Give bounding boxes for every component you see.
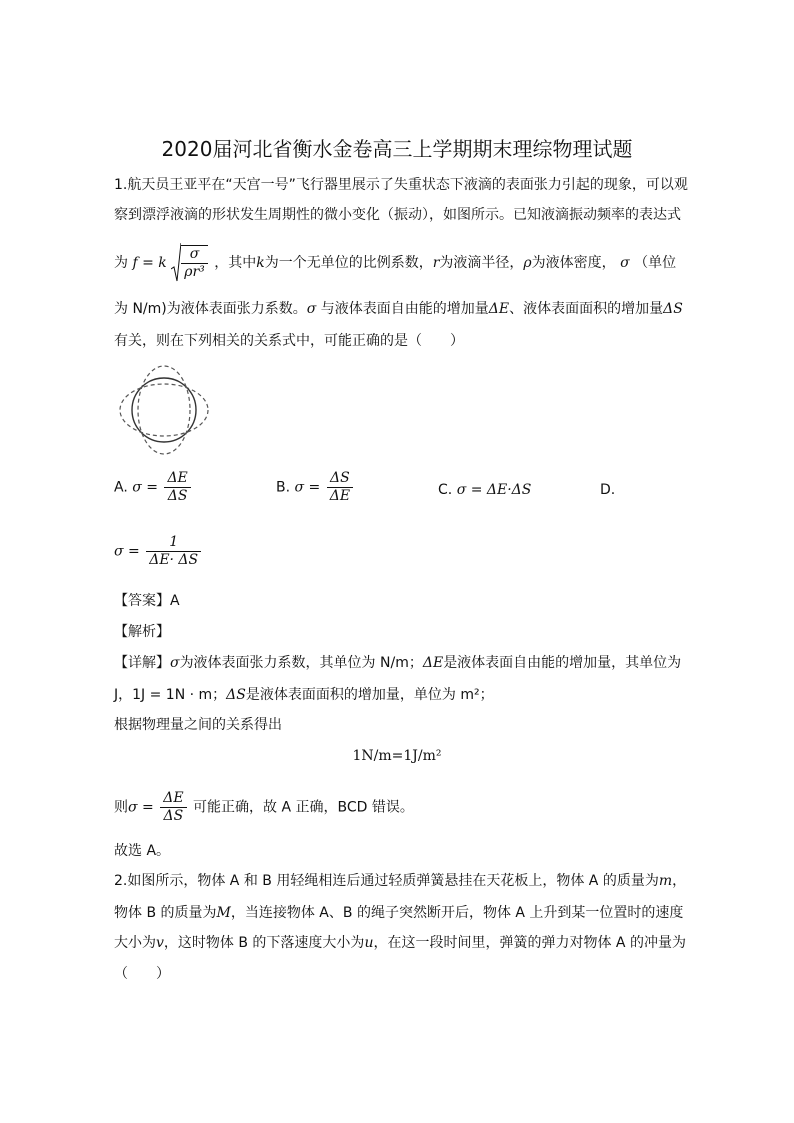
q1-l4-b: 与液体表面自由能的增加量 bbox=[320, 301, 489, 317]
q1-l3-mid4: 为液体密度， bbox=[531, 255, 616, 271]
q1-line-5: 有关，则在下列相关的关系式中，可能正确的是（ ） bbox=[114, 333, 464, 349]
q1-l4-dS: ΔS bbox=[663, 301, 683, 317]
q1-line-3 bbox=[114, 243, 676, 283]
option-d-numerator: 1 bbox=[146, 534, 201, 552]
q1-l3-r: r bbox=[432, 255, 440, 271]
sqrt-numerator: σ bbox=[181, 246, 208, 264]
q2-l2-b: ，当连接物体 A、B 的绳子突然断开后，物体 A 上升到某一位置时的速度 bbox=[230, 905, 684, 921]
q1-l3-mid2: 为一个无单位的比例系数， bbox=[264, 255, 433, 271]
option-d[interactable] bbox=[600, 482, 615, 498]
detail-l5-lhs: σ = bbox=[128, 799, 154, 816]
q1-l3-k: k bbox=[256, 255, 265, 271]
q1-line-2: 察到漂浮液滴的形状发生周期性的微小变化（振动），如图所示。已知液滴振动频率的表达式 bbox=[114, 207, 681, 223]
detail-l5-pre: 则 bbox=[114, 799, 128, 816]
sqrt-formula bbox=[171, 243, 210, 283]
option-b-lhs: σ = bbox=[294, 479, 321, 496]
q1-line-4 bbox=[114, 298, 683, 320]
q2-l1-m: m bbox=[658, 873, 673, 889]
option-b-numerator: ΔS bbox=[327, 470, 353, 488]
detail-l5-post: 可能正确，故 A 正确，BCD 错误。 bbox=[193, 799, 414, 816]
q2-l1-b: ， bbox=[672, 873, 687, 889]
detail-l2-a: J，1J = 1N · m； bbox=[114, 687, 227, 703]
option-b[interactable] bbox=[276, 470, 355, 505]
detail-l5-numerator: ΔE bbox=[160, 790, 186, 808]
option-a-denominator: ΔS bbox=[167, 488, 188, 504]
option-c[interactable] bbox=[438, 482, 531, 498]
detail-line-3: 根据物理量之间的关系得出 bbox=[114, 717, 282, 733]
q2-l3-v: v bbox=[156, 935, 164, 951]
sqrt-fraction bbox=[181, 245, 208, 281]
detail-l2-b: 是液体表面面积的增加量，单位为 m²； bbox=[245, 687, 494, 703]
answer-value: A bbox=[170, 593, 180, 609]
q1-line-1: 1.航天员王亚平在“天宫一号”飞行器里展示了失重状态下液滴的表面张力引起的现象，可以观 bbox=[114, 177, 688, 193]
q1-l4-c: 、液体表面面积的增加量 bbox=[509, 301, 664, 317]
sqrt-denominator: ρr³ bbox=[184, 264, 205, 280]
formula-eq-k: = k bbox=[137, 255, 167, 271]
q1-l3-sigma: σ bbox=[620, 255, 630, 271]
formula-f: f bbox=[132, 255, 138, 271]
option-d-formula bbox=[114, 534, 203, 569]
q2-line-3 bbox=[114, 932, 686, 954]
detail-line-2 bbox=[114, 684, 494, 706]
analysis-tag: 【解析】 bbox=[114, 624, 170, 640]
option-a-label: A. bbox=[114, 479, 128, 496]
q1-l4-a: 为 N/m)为液体表面张力系数。 bbox=[114, 301, 307, 317]
option-a[interactable] bbox=[114, 470, 193, 505]
option-b-denominator: ΔE bbox=[329, 488, 351, 504]
option-d-lhs: σ = bbox=[114, 543, 140, 560]
detail-l1-b: 是液体表面自由能的增加量，其单位为 bbox=[443, 655, 682, 671]
q1-l4-sigma: σ bbox=[306, 301, 317, 317]
q2-l3-c: ，在这一段时间里，弹簧的弹力对物体 A 的冲量为 bbox=[373, 935, 686, 951]
option-a-fraction bbox=[164, 470, 190, 505]
q2-l3-u: u bbox=[364, 935, 374, 951]
detail-l2-dS: ΔS bbox=[226, 687, 246, 703]
answer-tag: 【答案】 bbox=[114, 593, 170, 609]
q1-l3-pre: 为 bbox=[114, 255, 128, 271]
detail-sigma: σ bbox=[170, 655, 180, 671]
q1-l4-dE: ΔE bbox=[488, 301, 510, 317]
q2-l1-a: 2.如图所示，物体 A 和 B 用轻绳相连后通过轻质弹簧悬挂在天花板上，物体 A 的质量为 bbox=[114, 873, 659, 889]
q1-l3-mid1: ，其中 bbox=[214, 255, 257, 271]
detail-l5-fraction bbox=[160, 790, 186, 825]
detail-unit-equation: 1N/m=1J/m² bbox=[352, 748, 442, 764]
q2-l2-M: M bbox=[216, 905, 231, 921]
droplet-oscillation-figure bbox=[116, 364, 212, 456]
q1-l3-rho: ρ bbox=[523, 255, 532, 271]
detail-line-6: 故选 A。 bbox=[114, 843, 171, 859]
q2-line-2 bbox=[114, 902, 683, 924]
answer-line bbox=[114, 590, 180, 612]
detail-l1-dE: ΔE bbox=[422, 655, 444, 671]
option-b-label: B. bbox=[276, 479, 291, 496]
detail-tag: 【详解】 bbox=[114, 655, 170, 671]
q2-line-4: （ ） bbox=[114, 966, 170, 982]
option-d-fraction bbox=[146, 534, 201, 569]
q2-l3-b: ，这时物体 B 的下落速度大小为 bbox=[163, 935, 365, 951]
detail-line-1 bbox=[114, 652, 681, 674]
q2-line-1 bbox=[114, 870, 686, 892]
q1-l3-mid3: 为液滴半径， bbox=[439, 255, 524, 271]
q1-l3-end: （单位 bbox=[634, 255, 677, 271]
option-d-label: D. bbox=[600, 482, 616, 498]
detail-line-5 bbox=[114, 790, 414, 825]
option-c-expression: σ = ΔE·ΔS bbox=[456, 482, 532, 498]
option-c-label: C. bbox=[438, 482, 453, 498]
option-b-fraction bbox=[327, 470, 353, 505]
page-title: 2020届河北省衡水金卷高三上学期期末理综物理试题 bbox=[161, 137, 633, 161]
detail-l1-a: 为液体表面张力系数，其单位为 N/m； bbox=[179, 655, 423, 671]
option-d-denominator: ΔE· ΔS bbox=[149, 552, 199, 568]
detail-l5-denominator: ΔS bbox=[163, 808, 184, 824]
q2-l3-a: 大小为 bbox=[114, 935, 156, 951]
option-a-lhs: σ = bbox=[132, 479, 158, 496]
sqrt-sign-icon bbox=[171, 243, 181, 283]
option-a-numerator: ΔE bbox=[164, 470, 190, 488]
q2-l2-a: 物体 B 的质量为 bbox=[114, 905, 217, 921]
